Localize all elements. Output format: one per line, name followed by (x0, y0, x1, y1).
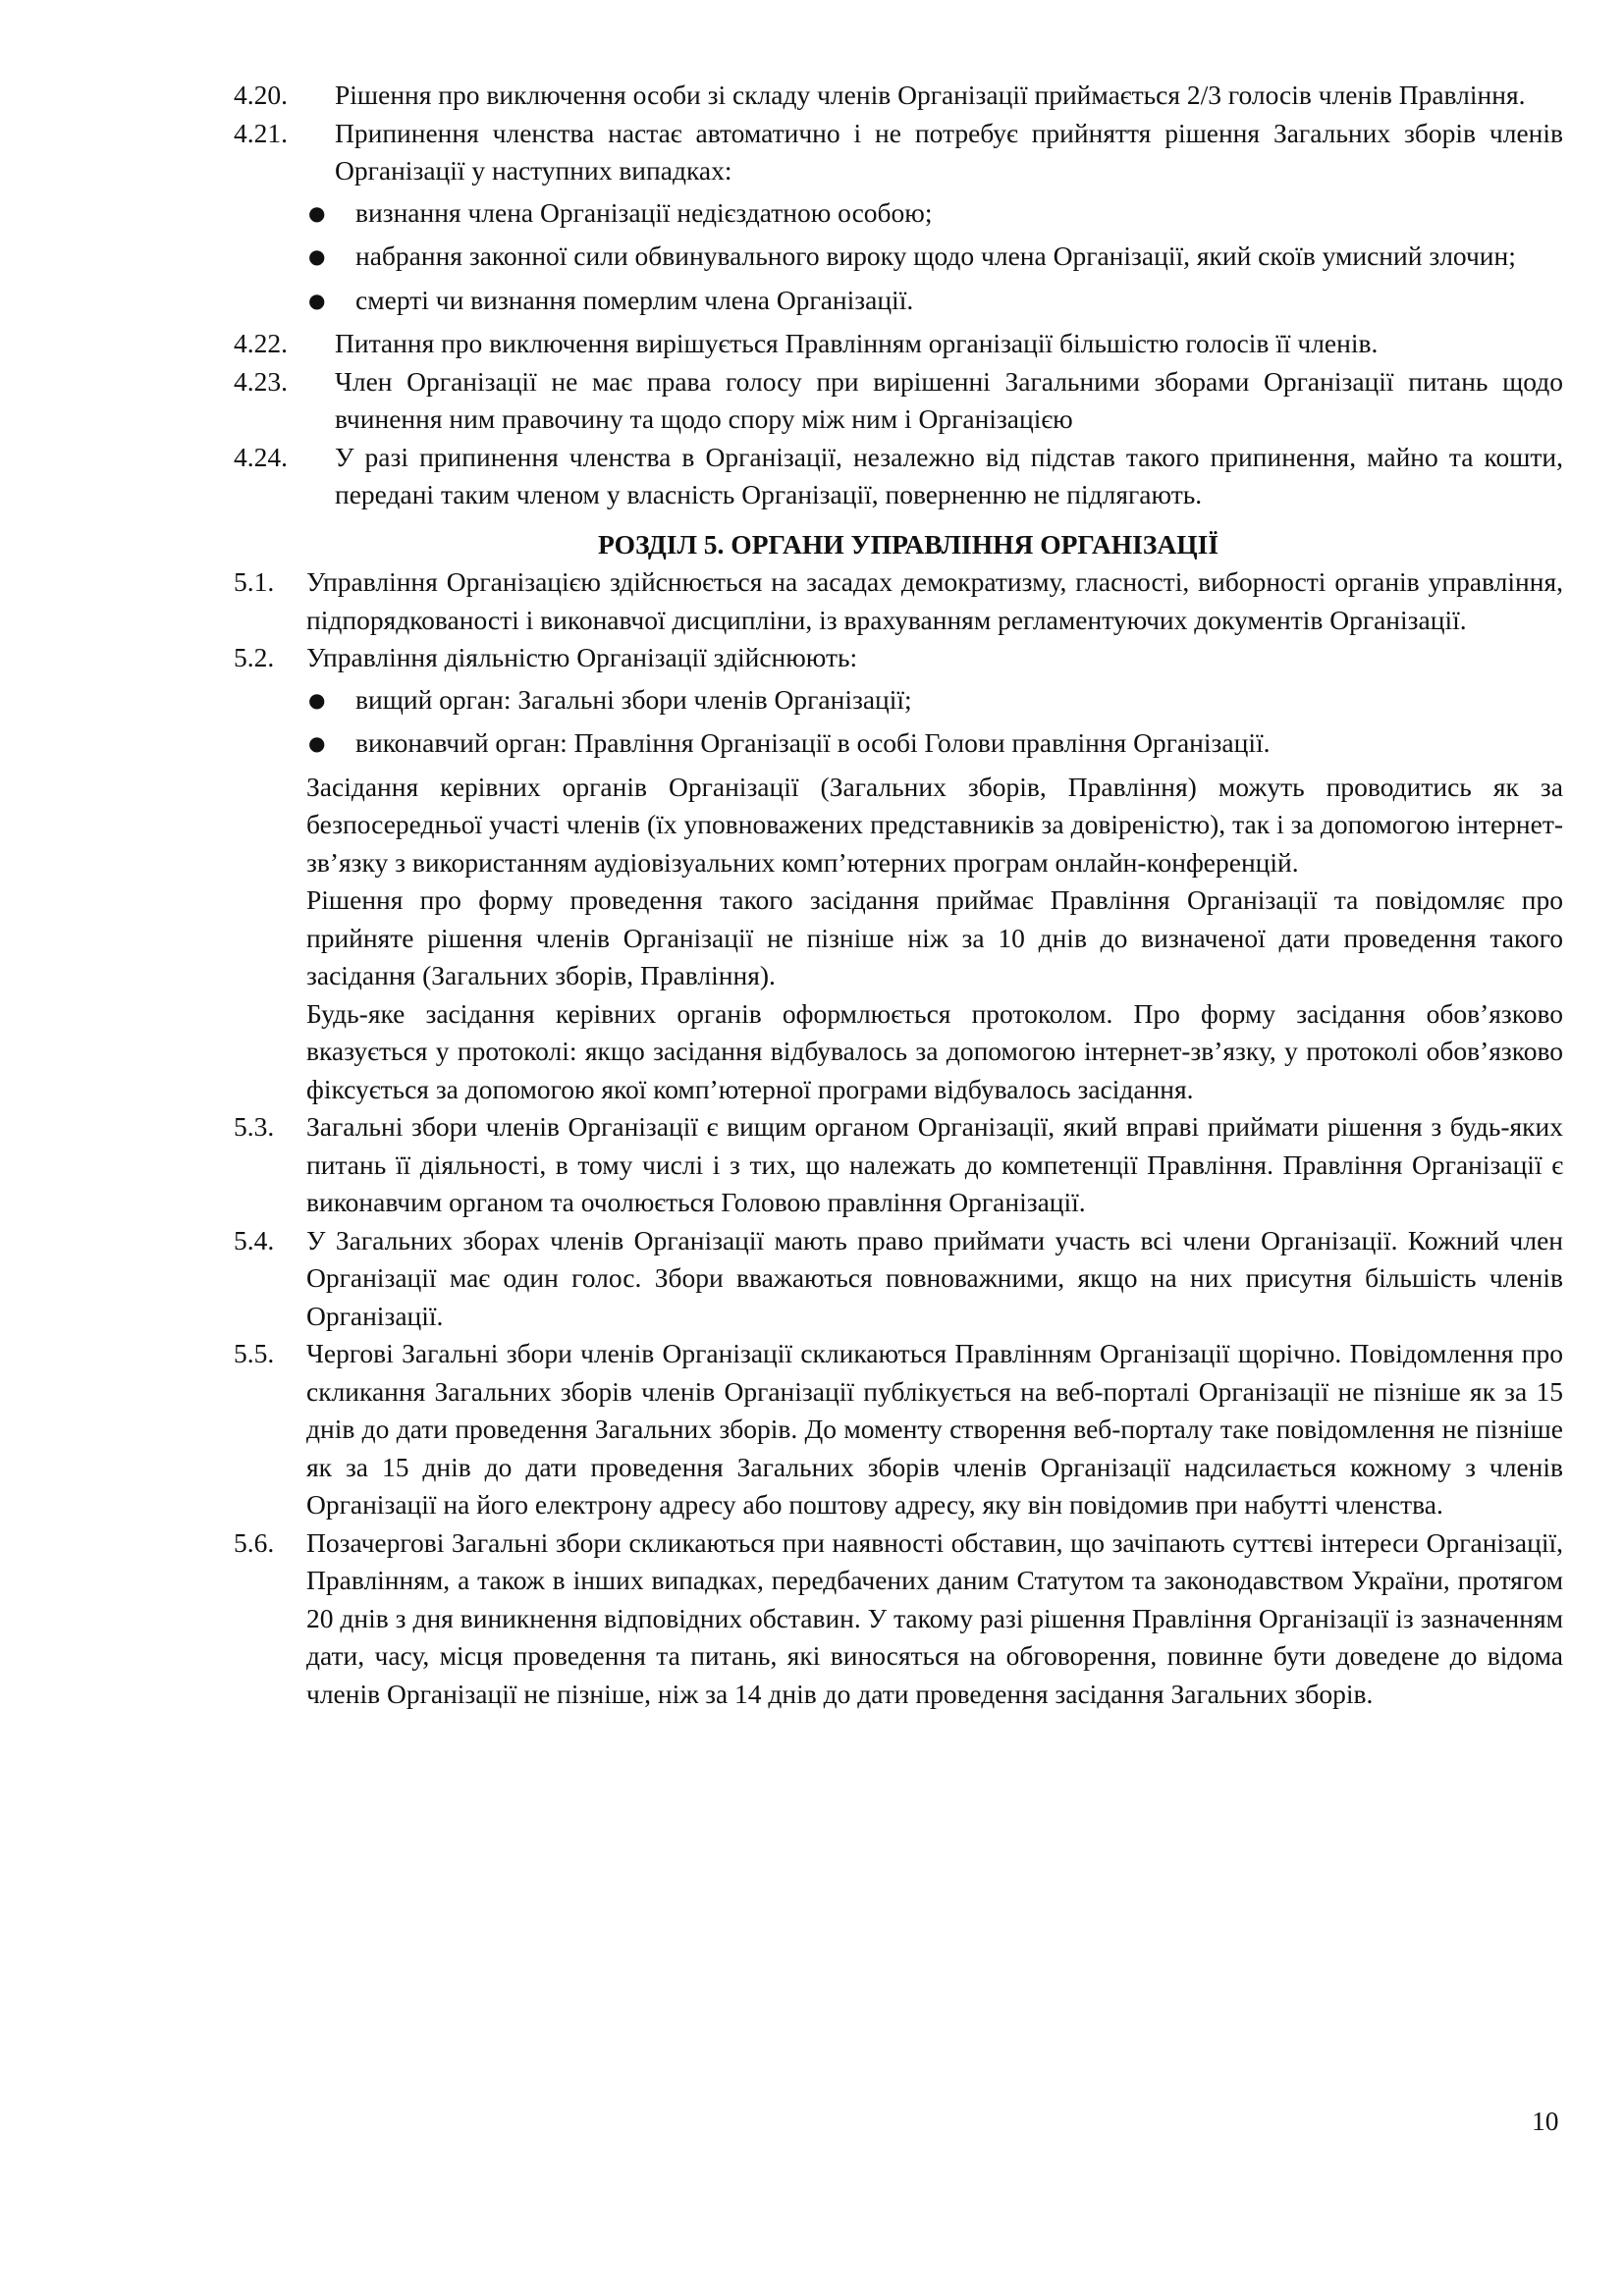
clause-paragraph: Будь-яке засідання керівних органів оформлюється протоколом. Про форму засідання обов’язково вказується у протоколі: якщо засідання відбувалось за допомогою інтернет-зв’язку, у протоколі обов’язково фіксується за допомогою якої комп’ютерної програми відбувалось засідання. (306, 997, 1563, 1104)
page-content (234, 77, 1563, 1713)
bullet-dot-icon: ● (308, 731, 326, 755)
clause-text: Чергові Загальні збори членів Організації скликаються Правлінням Організації щорічно. Повідомлення про скликання Загальних зборів членів Організації публікується на веб-порталі Організації не пізніше як за 15 днів до дати проведення Загальних зборів. До моменту створення веб-порталу таке повідомлення не пізніше як за 15 днів до дати проведення Загальних зборів членів Організації надсилається кожному з членів Організації на його електрону адресу або поштову адресу, яку він повідомив при набутті членства. (306, 1338, 1563, 1520)
clause-5-1 (234, 563, 1563, 639)
list-item (308, 724, 1563, 763)
clause-4-24 (234, 439, 1563, 514)
clause-number: 4.20. (234, 80, 288, 110)
clause-paragraph: Рішення про форму проведення такого засідання приймає Правління Організації та повідомляє про прийняте рішення членів Організації не пізніше ніж за 10 днів до визначеної дати проведення такого засідання (Загальних зборів, Правління). (306, 884, 1563, 990)
bullet-dot-icon: ● (308, 200, 326, 225)
section-heading: РОЗДІЛ 5. ОРГАНИ УПРАВЛІННЯ ОРГАНІЗАЦІЇ (597, 528, 1219, 560)
clause-number: 5.5. (234, 1338, 275, 1368)
clause-text: Позачергові Загальні збори скликаються при наявності обставин, що зачіпають суттєві інтереси Організації, Правлінням, а також в інших випадках, передбачених даним Статутом та законодавством України, протягом 20 днів з дня виникнення відповідних обставин. У такому разі рішення Правління Організації із зазначенням дати, часу, місця проведення та питань, які виносяться на обговорення, повинне бути доведене до відома членів Організації не пізніше, ніж за 14 днів до дати проведення засідання Загальних зборів. (306, 1526, 1563, 1709)
clause-text: Член Організації не має права голосу при вирішенні Загальними зборами Організації питань щодо вчинення ним правочину та щодо спору між ним і Організацією (335, 365, 1563, 434)
clause-number: 4.23. (234, 365, 288, 397)
clause-text: Управління Організацією здійснюється на засадах демократизму, гласності, виборності органів управління, підпорядкованості і виконавчої дисципліни, із врахуванням регламентуючих документів Організації. (306, 566, 1563, 635)
clause-number: 5.6. (234, 1526, 275, 1558)
page-number: 10 (1532, 2106, 1559, 2136)
clause-text: Питання про виключення вирішується Правлінням організації більшістю голосів її членів. (335, 328, 1379, 358)
bullet-dot-icon: ● (308, 687, 326, 712)
list-item-text: смерті чи визнання померлим члена Організації. (355, 284, 914, 315)
list-item (308, 681, 1563, 720)
clause-text: У разі припинення членства в Організації, незалежно від підстав такого припинення, майно та кошти, передані таким членом у власність Організації, поверненню не підлягають. (335, 441, 1563, 509)
bullet-dot-icon: ● (308, 288, 326, 312)
clause-number: 4.24. (234, 441, 288, 472)
clause-paragraph: Засідання керівних органів Організації (Загальних зборів, Правління) можуть проводитись як за безпосередньої участі членів (їх уповноважених представників за довіреністю), так і за допомогою інтернет-зв’язку з використанням аудіовізуальних комп’ютерних програм онлайн-конференцій. (306, 771, 1563, 878)
clause-5-3 (234, 1108, 1563, 1222)
clause-text: Рішення про виключення особи зі складу членів Організації приймається 2/3 голосів членів Правління. (335, 80, 1526, 110)
clause-4-21 (234, 115, 1563, 190)
bullet-list (308, 681, 1563, 763)
clause-number: 5.4. (234, 1224, 275, 1255)
list-item-text: визнання члена Організації недієздатною особою; (355, 196, 933, 228)
bullet-list (308, 194, 1563, 320)
clause-4-22 (234, 325, 1563, 363)
clause-number: 5.2. (234, 642, 275, 672)
clause-5-2 (234, 639, 1563, 677)
clause-5-5 (234, 1335, 1563, 1524)
clause-number: 5.1. (234, 566, 275, 597)
clause-text: Управління діяльністю Організації здійснюють: (306, 642, 858, 672)
list-item-text: вищий орган: Загальні збори членів Організації; (355, 683, 912, 715)
clause-text: Загальні збори членів Організації є вищим органом Організації, який вправі приймати рішення з будь-яких питань її діяльності, в тому числі і з тих, що належать до компетенції Правління. Правління Організації є виконавчим органом та очолюється Головою правління Організації. (306, 1111, 1563, 1217)
bullet-dot-icon: ● (308, 244, 326, 268)
clause-4-23 (234, 363, 1563, 439)
list-item (308, 194, 1563, 233)
clause-5-6 (234, 1524, 1563, 1714)
clause-text: Припинення членства настає автоматично і не потребує прийняття рішення Загальних зборів членів Організації у наступних випадках: (335, 117, 1563, 186)
clause-5-4 (234, 1222, 1563, 1336)
clause-number: 4.21. (234, 117, 288, 148)
list-item (308, 282, 1563, 320)
list-item-text: набрання законної сили обвинувального вироку щодо члена Організації, який скоїв умисний злочин; (355, 240, 1516, 271)
clause-4-20 (234, 77, 1563, 115)
list-item-text: виконавчий орган: Правління Організації в особі Голови правління Організації. (355, 727, 1271, 758)
clause-number: 4.22. (234, 328, 288, 358)
list-item (308, 238, 1563, 276)
clause-number: 5.3. (234, 1111, 275, 1142)
clause-text: У Загальних зборах членів Організації мають право приймати участь всі члени Організації. Кожний член Організації має один голос. Збори вважаються повноважними, якщо на них присутня більшість членів Організації. (306, 1224, 1563, 1331)
